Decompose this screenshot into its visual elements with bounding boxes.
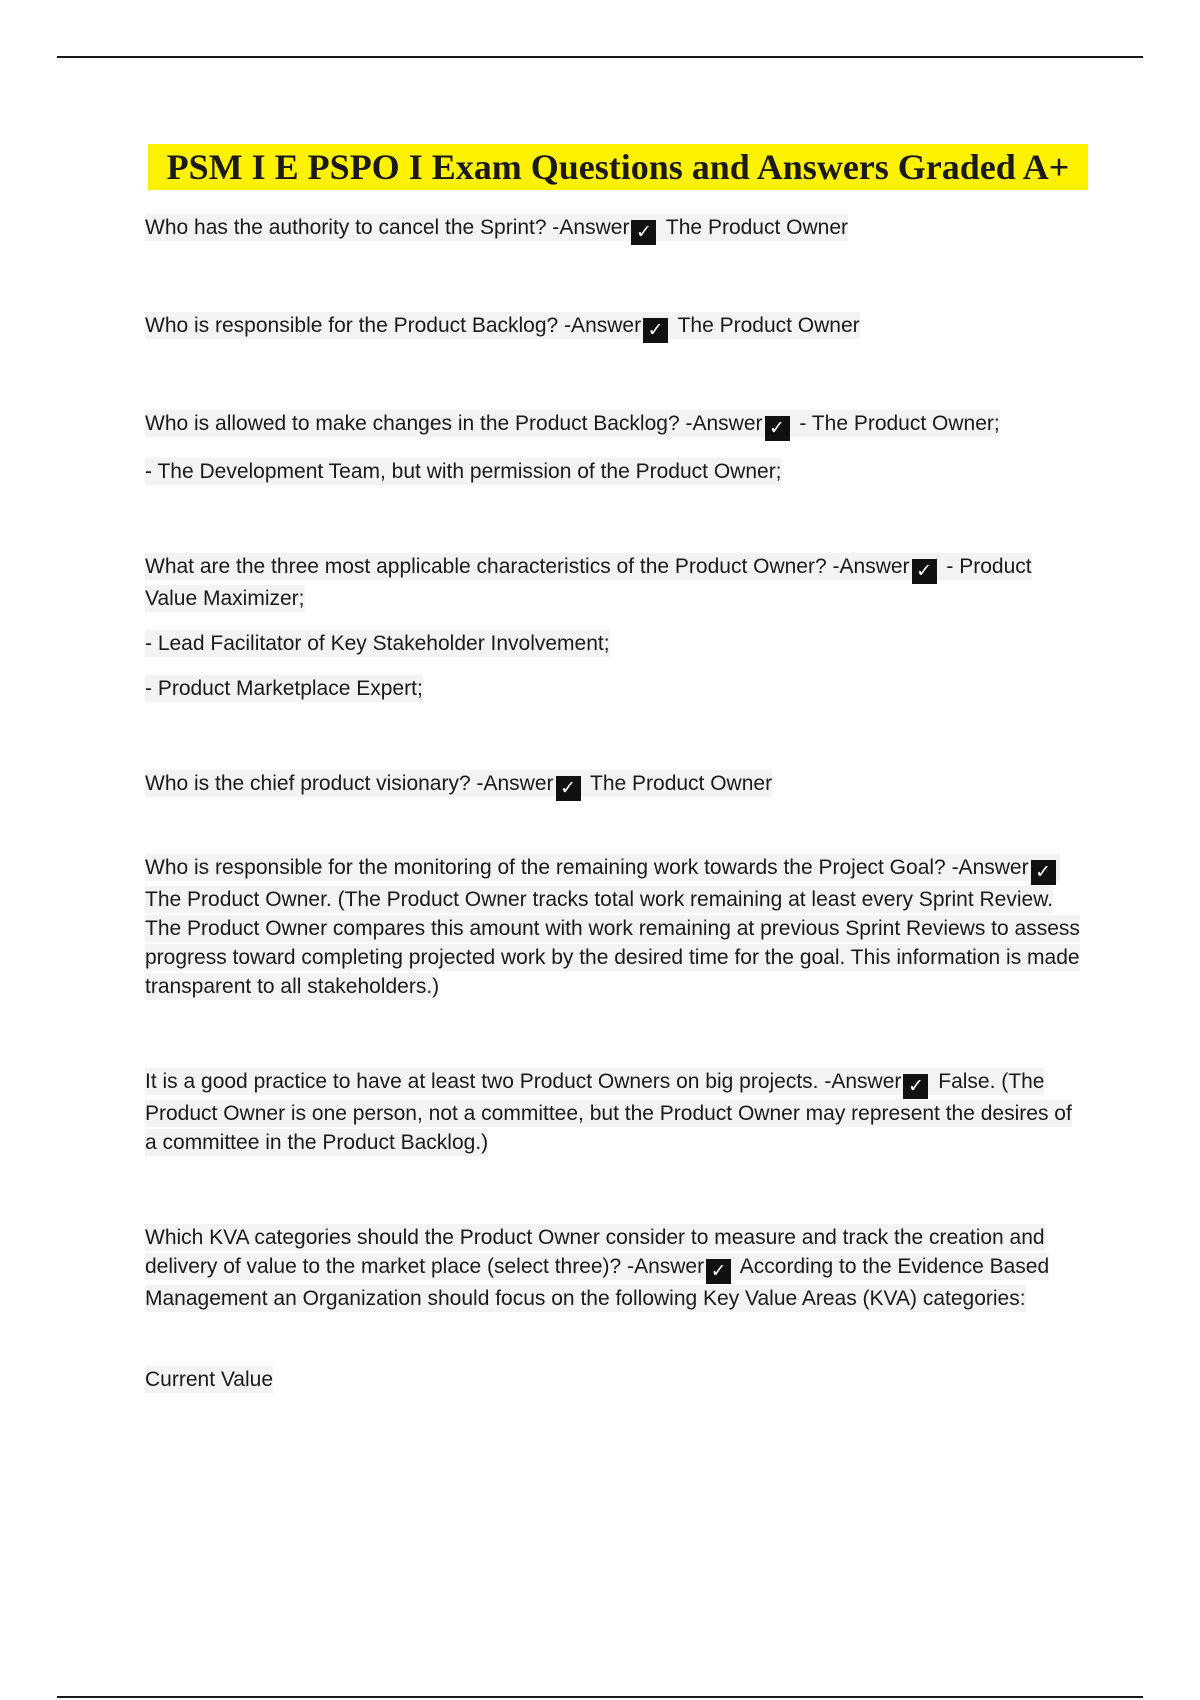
question-text: Who is the chief product visionary? [145, 772, 471, 795]
qa-item [145, 212, 1085, 246]
answer-marker: -Answer [627, 1255, 705, 1278]
document-body [145, 212, 1085, 1409]
checkmark-icon: ✓ [903, 1074, 928, 1099]
answer-marker: -Answer [552, 216, 630, 239]
answer-extra-line: - The Development Team, but with permission of the Product Owner; [145, 460, 782, 483]
qa-item [145, 1222, 1085, 1314]
header-rule [57, 56, 1143, 58]
answer-extra-line: - Lead Facilitator of Key Stakeholder Involvement; [145, 632, 610, 655]
trailing-text: Current Value [145, 1368, 274, 1391]
footer-rule [57, 1696, 1143, 1698]
answer-extra-line: - Product Marketplace Expert; [145, 677, 423, 700]
qa-item [145, 310, 1085, 344]
answer-marker: -Answer [476, 772, 554, 795]
answer-marker: -Answer [685, 412, 763, 435]
checkmark-icon: ✓ [631, 220, 656, 245]
qa-item [145, 768, 1085, 802]
document-title: PSM I E PSPO I Exam Questions and Answers Graded A+ [166, 147, 1070, 187]
question-text: It is a good practice to have at least two Product Owners on big projects. [145, 1070, 819, 1093]
question-text: Who is responsible for the monitoring of the remaining work towards the Project Goal? [145, 856, 946, 879]
answer-text: The Product Owner [590, 772, 773, 795]
checkmark-icon: ✓ [912, 559, 937, 584]
qa-item [145, 852, 1085, 1002]
qa-item [145, 551, 1085, 704]
answer-marker: -Answer [564, 314, 642, 337]
question-text: Which KVA categories should the Product Owner consider to measure and track the creation and delivery of value to the market place (select three)? [145, 1226, 1045, 1278]
answer-marker: -Answer [951, 856, 1029, 879]
answer-text: The Product Owner [665, 216, 849, 239]
answer-text: - Product Value Maximizer; [145, 555, 1032, 610]
checkmark-icon: ✓ [643, 318, 668, 343]
checkmark-icon: ✓ [706, 1259, 731, 1284]
answer-text: The Product Owner. (The Product Owner tracks total work remaining at least every Sprint Review. The Product Owner compares this amount with work remaining at previous Sprint Reviews to assess progress toward completing projected work by the desired time for the goal. This information is made transparent to all stakeholders.) [145, 888, 1080, 998]
answer-marker: -Answer [832, 555, 910, 578]
answer-text: The Product Owner [677, 314, 860, 337]
checkmark-icon: ✓ [556, 776, 581, 801]
question-text: What are the three most applicable characteristics of the Product Owner? [145, 555, 827, 578]
question-text: Who is responsible for the Product Backlog? [145, 314, 559, 337]
question-text: Who has the authority to cancel the Sprint? [145, 216, 547, 239]
question-text: Who is allowed to make changes in the Product Backlog? [145, 412, 680, 435]
checkmark-icon: ✓ [1031, 860, 1056, 885]
answer-text: - The Product Owner; [799, 412, 1000, 435]
answer-marker: -Answer [824, 1070, 902, 1093]
qa-item [145, 1066, 1085, 1158]
qa-item [145, 408, 1085, 487]
answer-text: According to the Evidence Based Management an Organization should focus on the following Key Value Areas (KVA) categories: [145, 1255, 1050, 1310]
checkmark-icon: ✓ [765, 416, 790, 441]
answer-text: False. (The Product Owner is one person, not a committee, but the Product Owner may represent the desires of a committee in the Product Backlog.) [145, 1070, 1072, 1154]
